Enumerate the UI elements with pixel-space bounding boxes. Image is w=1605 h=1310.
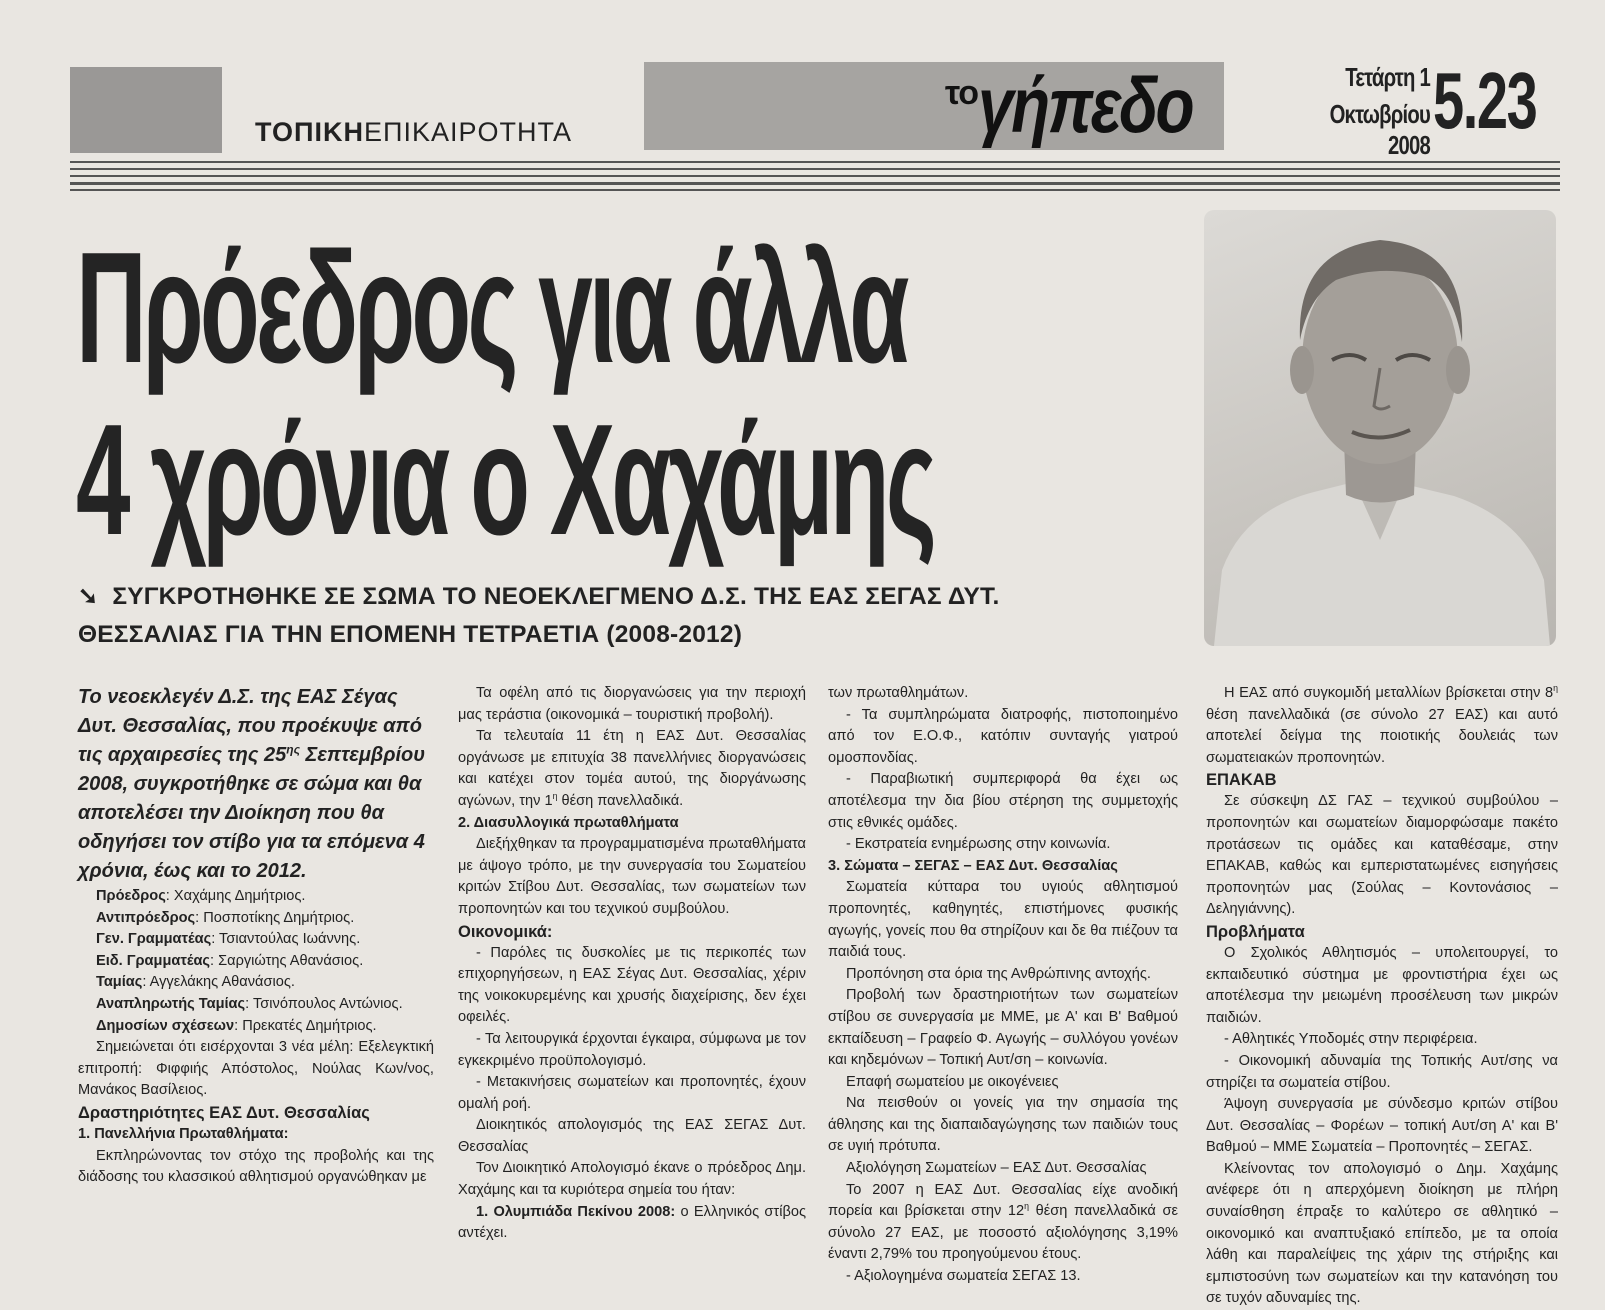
role-label: Πρόεδρος <box>96 888 166 904</box>
paragraph: Τον Διοικητικό Απολογισμό έκανε ο πρόεδρος Δημ. Χαχάμης και τα κυριότερα σημεία του ήταν: <box>458 1160 806 1199</box>
issue-date <box>1250 62 1430 161</box>
section-title <box>255 117 572 148</box>
role-label: Αναπληρωτής Ταμίας <box>96 995 246 1012</box>
headline-line-1: Πρόεδρος για άλλα <box>76 220 906 396</box>
section-title-light: ΕΠΙΚΑΙΡΟΤΗΤΑ <box>364 117 573 147</box>
list-item <box>96 972 434 994</box>
lead-text-a: Το νεοεκλεγέν Δ.Σ. της ΕΑΣ Σέγας Δυτ. Θεσσαλίας, που προέκυψε από τις αρχαιρεσίες της 25 <box>78 686 423 766</box>
role-label: Δημοσίων σχέσεων <box>96 1017 235 1034</box>
subsection-heading: 1. Πανελλήνια Πρωταθλήματα: <box>78 1125 289 1142</box>
paragraph: Τα οφέλη από τις διοργανώσεις για την περιοχή μας τεράστια (οικονομικά – τουριστική προβολή). <box>458 685 806 723</box>
logo-small-word: το <box>945 74 978 112</box>
member-name: : Τσινόπουλος Αντώνιος. <box>245 995 403 1012</box>
paragraph: Διεξήχθηκαν τα προγραμματισμένα πρωταθλήματα με άψογο τρόπο, με την συνεργασία του Σωματείου κριτών Στίβου Δυτ. Θεσσαλίας, των σωματείων των προπονητών και του τεχνικού συμβούλου. <box>458 836 806 917</box>
list-item <box>96 908 434 930</box>
paragraph: - Παραβιωτική συμπεριφορά θα έχει ως αποτέλεσμα την δια βίου στέρηση της συμμετοχής στις εθνικές ομάδες. <box>828 771 1178 831</box>
headline-line-2: 4 χρόνια ο Χαχάμης <box>76 392 934 568</box>
paragraph: - Εκστρατεία ενημέρωσης στην κοινωνία. <box>846 836 1111 853</box>
paragraph-text: Το 2007 η ΕΑΣ Δυτ. Θεσσαλίας είχε ανοδική πορεία και βρίσκεται στην 12 <box>828 1181 1178 1220</box>
paragraph <box>458 1202 806 1245</box>
paragraph: Άψογη συνεργασία με σύνδεσμο κριτών στίβου Δυτ. Θεσσαλίας – Φορέων – τοπική Αυτ/ση Α' και Β' Βαθμού – ΜΜΕ Σωματεία – Προπονητές – ΣΕΓΑΣ. <box>1206 1096 1558 1156</box>
section-title-bold: ΤΟΠΙΚΗ <box>255 117 365 147</box>
list-item <box>96 929 434 951</box>
superscript: η <box>552 791 558 802</box>
article-column-2 <box>458 683 806 1245</box>
article-column-1 <box>78 683 434 1189</box>
lead-superscript: ης <box>286 742 300 757</box>
paragraph: - Παρόλες τις δυσκολίες με τις περικοπές των επιχορηγήσεων, η ΕΑΣ Σέγας Δυτ. Θεσσαλίας, χέριν της νοικοκυρεμένης και χρυσής διαχείρισης, δεν έχει οφειλές. <box>458 944 806 1026</box>
logo-large-word: γήπεδο <box>978 61 1193 149</box>
member-name: : Ποσποτίκης Δημήτριος. <box>195 909 355 926</box>
paragraph: - Οικονομική αδυναμία της Τοπικής Αυτ/σης να στηρίζει τα σωματεία στίβου. <box>1206 1052 1558 1091</box>
paragraph: Επαφή σωματείου με οικογένειες <box>846 1073 1059 1090</box>
paragraph: Προπόνηση στα όρια της Ανθρώπινης αντοχής. <box>846 965 1151 982</box>
article-column-3 <box>828 683 1178 1288</box>
paragraph: Ο Σχολικός Αθλητισμός – υπολειτουργεί, το εκπαιδευτικό σύστημα με φροντιστήρια έχει ως αποτέλεσμα την μειωμένη προσέλευση των μικρών παιδιών. <box>1206 944 1558 1026</box>
paragraph: Αξιολόγηση Σωματείων – ΕΑΣ Δυτ. Θεσσαλίας <box>846 1160 1147 1177</box>
list-item <box>96 994 434 1016</box>
issue-month-year: Οκτωβρίου 2008 <box>1329 99 1430 160</box>
section-heading: Δραστηριότητες ΕΑΣ Δυτ. Θεσσαλίας <box>78 1103 370 1122</box>
paragraph: Προβολή των δραστηριοτήτων των σωματείων στίβου σε συνεργασία με ΜΜΕ, με Α' και Β' Βαθμού εκπαίδευση – Γραφείο Φ. Αγωγής – συλλόγου γονέων και κηδεμόνων – Τοπική Αυτ/ση – κοινωνία. <box>828 987 1178 1069</box>
paragraph: Διοικητικός απολογισμός της ΕΑΣ ΣΕΓΑΣ Δυτ. Θεσσαλίας <box>458 1117 806 1155</box>
arrow-icon: ➘ <box>78 583 99 610</box>
newspaper-logo <box>945 60 1239 152</box>
article-subheadline <box>78 578 1188 654</box>
paragraph-text: θέση πανελλαδικά. <box>557 792 684 809</box>
member-name: : Χαχάμης Δημήτριος. <box>165 888 306 904</box>
paragraph-text: Η ΕΑΣ από συγκομιδή μεταλλίων βρίσκεται στην 8 <box>1224 685 1554 701</box>
role-label: Αντιπρόεδρος <box>96 909 196 926</box>
lead-text-b: Σεπτεμβρίου 2008, συγκροτήθηκε σε σώμα και θα αποτελέσει την Διοίκηση που θα οδηγήσει τον στίβο για τα επόμενα 4 χρόνια, έως και το 2012. <box>78 744 426 882</box>
superscript: η <box>1553 683 1558 694</box>
portrait-photo <box>1204 210 1556 646</box>
paragraph: Εκπληρώνοντας τον στόχο της προβολής και της διάδοσης του κλασσικού αθλητισμού οργανώθηκαν με <box>78 1147 434 1186</box>
paragraph: - Αξιολογημένα σωματεία ΣΕΓΑΣ 13. <box>846 1268 1081 1285</box>
member-name: : Πρεκατές Δημήτριος. <box>234 1017 377 1034</box>
paragraph: Να πεισθούν οι γονείς για την σημασία της άθλησης και της διαπαιδαγώγησης των παιδιών τους σε υγιή πρότυπα. <box>828 1095 1178 1155</box>
bold-lead: 1. Ολυμπιάδα Πεκίνου 2008: <box>476 1203 676 1220</box>
section-heading: Προβλήματα <box>1206 922 1305 941</box>
paragraph-text: θέση πανελλαδικά σε σύνολο 27 ΕΑΣ, με ποσοστό αξιολόγησης 3,19% έναντι 2,79% του προηγούμενου έτους. <box>828 1203 1178 1263</box>
superscript: η <box>1024 1201 1030 1212</box>
role-label: Ταμίας <box>96 974 143 991</box>
section-heading: ΕΠΑΚΑΒ <box>1206 771 1277 790</box>
paragraph-text: θέση πανελλαδικά (σε σύνολο 27 ΕΑΣ) και αυτό αποτελεί δείγμα της ποιοτικής δουλειάς των σωματειακών προπονητών. <box>1206 706 1558 766</box>
paragraph <box>1206 683 1558 769</box>
paragraph-text: Τα τελευταία 11 έτη η ΕΑΣ Δυτ. Θεσσαλίας οργάνωσε με επιτυχία 38 πανελλήνιες διοργανώσεις και κατέχει στον τομέα αυτού, της διοργάνωσης αγώνων, την 1 <box>458 728 806 809</box>
paragraph: - Μετακινήσεις σωματείων και προπονητές, έχουν ομαλή ροή. <box>458 1074 806 1112</box>
list-item <box>96 886 434 908</box>
paragraph: των πρωταθλημάτων. <box>828 685 969 701</box>
paragraph <box>458 726 806 812</box>
paragraph: Σε σύσκεψη ΔΣ ΓΑΣ – τεχνικού συμβούλου – προπονητών και σωματείων διαμορφώσαμε πακέτο προτάσεων τις ομάδες και καταθέσαμε, στην ΕΠΑΚΑΒ, καθώς και εμπεριστατωμένες εισηγήσεις προπονητών μας (Σούλας – Κοντονάσιος – Δεληγιάννης). <box>1206 793 1558 918</box>
header-rule <box>70 182 1560 185</box>
subsection-heading: 2. Διασυλλογικά πρωταθλήματα <box>458 814 679 831</box>
header-gray-box <box>70 67 222 153</box>
article-headline <box>76 222 1196 566</box>
member-name: : Σαργιώτης Αθανάσιος. <box>210 952 364 969</box>
member-name: : Τσιαντούλας Ιωάννης. <box>211 931 361 948</box>
role-label: Ειδ. Γραμματέας <box>96 952 211 969</box>
section-heading: Οικονομικά: <box>458 922 553 941</box>
subhead-line-2: ΘΕΣΣΑΛΙΑΣ ΓΙΑ ΤΗΝ ΕΠΟΜΕΝΗ ΤΕΤΡΑΕΤΙΑ (2008-2012) <box>78 621 743 648</box>
paragraph: - Τα συμπληρώματα διατροφής, πιστοποιημένο από τον Ε.Ο.Φ., κατόπιν συνταγής γιατρού ομοσπονδίας. <box>828 706 1178 766</box>
portrait-illustration <box>1204 210 1556 646</box>
paragraph: Σημειώνεται ότι εισέρχονται 3 νέα μέλη: Εξελεγκτική επιτροπή: Φιφφιής Απόστολος, Νούλας Κων/νος, Μανάκος Βασίλειος. <box>78 1039 434 1099</box>
paragraph <box>828 1180 1178 1266</box>
article-column-4 <box>1206 683 1558 1310</box>
list-item <box>96 951 434 973</box>
issue-day: Τετάρτη 1 <box>1345 62 1430 92</box>
article-lead <box>78 683 434 886</box>
paragraph: Σωματεία κύτταρα του υγιούς αθλητισμού προπονητές, καθηγητές, επιστήμονες φυσικής αγωγής, γονείς που θα στηρίζουν και δε θα πιέζουν τα παιδιά τους. <box>828 879 1178 961</box>
board-members-list <box>96 886 434 1037</box>
page-number: 5.23 <box>1433 56 1537 145</box>
header-rule <box>70 168 1560 170</box>
paragraph: Κλείνοντας τον απολογισμό ο Δημ. Χαχάμης ανέφερε ότι η απερχόμενη διοίκηση με πλήρη συναίσθηση έπραξε το καλύτερο σε αθλητικό – οικονομικό και αναπτυξιακό επίπεδο, με τα οποία λάθη και παραλείψεις της χάριν της στήριξης και εμπιστοσύνη των σωματείων και την κατανόηση του σε τυχόν αδυναμίες της. <box>1206 1160 1558 1307</box>
paragraph: - Τα λειτουργικά έρχονται έγκαιρα, σύμφωνα με τον εγκεκριμένο προϋπολογισμό. <box>458 1030 806 1069</box>
member-name: : Αγγελάκης Αθανάσιος. <box>142 974 295 991</box>
role-label: Γεν. Γραμματέας <box>96 931 212 948</box>
subsection-heading: 3. Σώματα – ΣΕΓΑΣ – ΕΑΣ Δυτ. Θεσσαλίας <box>828 857 1118 874</box>
paragraph-text: ο Ελληνικός στίβος αντέχει. <box>458 1203 806 1242</box>
paragraph: - Αθλητικές Υποδομές στην περιφέρεια. <box>1224 1031 1478 1048</box>
header-rule <box>70 175 1560 177</box>
header-rule <box>70 161 1560 163</box>
list-item <box>96 1016 434 1038</box>
header-rule <box>70 189 1560 191</box>
subhead-line-1: ΣΥΓΚΡΟΤΗΘΗΚΕ ΣΕ ΣΩΜΑ ΤΟ ΝΕΟΕΚΛΕΓΜΕΝΟ Δ.Σ. ΤΗΣ ΕΑΣ ΣΕΓΑΣ ΔΥΤ. <box>112 583 1000 610</box>
